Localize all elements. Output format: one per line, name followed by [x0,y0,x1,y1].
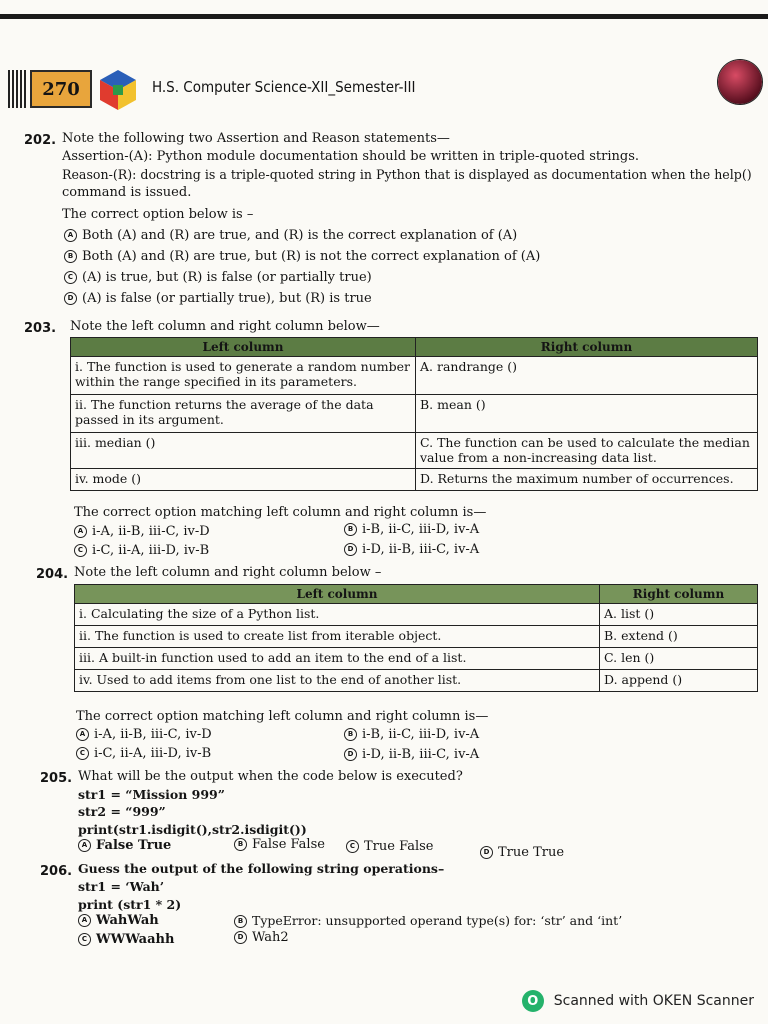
table-cell: A. list () [600,604,758,626]
option-b-icon: B [234,838,247,851]
table-cell: i. The function is used to generate a random number within the range specified in its parameters. [71,357,416,395]
option-text: (A) is false (or partially true), but (R) is true [82,291,372,306]
column-header: Left column [71,338,416,357]
option-b[interactable] [344,522,479,537]
option-text: i-B, ii-C, iii-D, iv-A [362,522,480,537]
option-b[interactable] [344,727,479,742]
decorative-stripes [8,70,28,108]
option-a[interactable] [64,228,517,243]
option-d-icon: D [480,846,493,859]
question-204-prompt: The correct option matching left column and right column is— [76,709,489,724]
option-b-icon: B [344,523,357,536]
option-text: i-D, ii-B, iii-C, iv-A [362,747,480,762]
table-cell: B. extend () [600,626,758,648]
option-c[interactable] [74,543,209,558]
question-202-prompt: The correct option below is – [62,207,254,222]
option-a[interactable] [74,524,210,539]
option-d-icon: D [344,748,357,761]
question-202-line-4: command is issued. [62,185,192,200]
question-number: 205. [40,771,73,786]
option-d[interactable] [344,747,479,762]
page-number: 270 [30,70,92,108]
table-cell: ii. The function returns the average of the data passed in its argument. [71,395,416,433]
option-a[interactable] [78,838,171,853]
globe-icon [718,60,762,104]
table-cell: ii. The function is used to create list from iterable object. [75,626,600,648]
option-text: WahWah [96,913,159,928]
option-c-icon: C [74,544,87,557]
option-text: False False [252,837,325,852]
option-text: i-D, ii-B, iii-C, iv-A [362,542,480,557]
page-header [6,60,766,122]
option-text: Both (A) and (R) are true, but (R) is not the correct explanation of (A) [82,249,541,264]
table-cell: i. Calculating the size of a Python list. [75,604,600,626]
code-line: print(str1.isdigit(),str2.isdigit()) [78,822,307,837]
code-line: print (str1 * 2) [78,897,182,912]
question-203-text: Note the left column and right column below— [70,319,380,334]
table-cell: iii. median () [71,433,416,469]
option-text: (A) is true, but (R) is false (or partially true) [82,270,372,285]
option-text: Both (A) and (R) are true, and (R) is the correct explanation of (A) [82,228,518,243]
question-205-text: What will be the output when the code below is executed? [78,769,463,784]
option-b-icon: B [64,250,77,263]
option-a[interactable] [78,913,159,928]
column-header: Right column [416,338,758,357]
scanner-watermark [522,990,754,1012]
option-c-icon: C [64,271,77,284]
table-cell: iv. Used to add items from one list to the end of another list. [75,670,600,692]
option-c[interactable] [64,270,372,285]
question-number: 202. [24,133,57,148]
code-line: str1 = “Mission 999” [78,787,225,802]
table-cell: C. len () [600,648,758,670]
option-d[interactable] [480,845,564,860]
option-text: True False [364,839,434,854]
book-title: H.S. Computer Science-XII_Semester-III [152,78,416,96]
option-text: True True [498,845,565,860]
option-c-icon: C [76,747,89,760]
option-d[interactable] [344,542,479,557]
code-line: str2 = “999” [78,804,166,819]
option-a-icon: A [78,914,91,927]
table-cell: B. mean () [416,395,758,433]
option-d[interactable] [64,291,372,306]
option-text: Wah2 [252,930,289,945]
question-202-line-1: Note the following two Assertion and Reason statements— [62,131,450,146]
option-text: WWWaahh [96,932,175,947]
option-c[interactable] [76,746,211,761]
question-202-reason: Reason-(R): docstring is a triple-quoted string in Python that is displayed as documentation when the help() [62,167,752,182]
option-text: i-C, ii-A, iii-D, iv-B [92,543,210,558]
option-text: i-A, ii-B, iii-C, iv-D [94,727,212,742]
option-b-icon: B [344,728,357,741]
column-header: Right column [600,585,758,604]
table-cell: iii. A built-in function used to add an item to the end of a list. [75,648,600,670]
question-number: 203. [24,321,57,336]
table-cell: C. The function can be used to calculate the median value from a non-increasing data list. [416,433,758,469]
option-text: False True [96,838,172,853]
option-b-icon: B [234,915,247,928]
oken-scanner-icon: O [522,990,544,1012]
option-b[interactable] [234,837,325,852]
table-cell: D. append () [600,670,758,692]
table-cell: A. randrange () [416,357,758,395]
option-a[interactable] [76,727,212,742]
match-table-203 [70,337,758,491]
question-206-text: Guess the output of the following string operations– [78,861,445,876]
table-cell: D. Returns the maximum number of occurrences. [416,469,758,491]
question-number: 206. [40,864,73,879]
option-a-icon: A [64,229,77,242]
option-c-icon: C [346,840,359,853]
option-d-icon: D [64,292,77,305]
option-d[interactable] [234,930,289,945]
scanner-text: Scanned with OKEN Scanner [553,993,754,1009]
option-a-icon: A [78,839,91,852]
option-b[interactable] [64,249,540,264]
option-a-icon: A [76,728,89,741]
question-203-prompt: The correct option matching left column and right column is— [74,505,487,520]
top-rule [0,14,768,19]
option-text: TypeError: unsupported operand type(s) for: ‘str’ and ‘int’ [252,913,623,928]
question-204-text: Note the left column and right column below – [74,565,382,580]
option-a-icon: A [74,525,87,538]
option-c-icon: C [78,933,91,946]
question-number: 204. [36,567,69,582]
match-table-204 [74,584,758,692]
option-c[interactable] [346,839,434,854]
option-d-icon: D [234,931,247,944]
option-b[interactable] [234,913,622,928]
option-c[interactable] [78,932,174,947]
option-text: i-C, ii-A, iii-D, iv-B [94,746,212,761]
option-text: i-B, ii-C, iii-D, iv-A [362,727,480,742]
code-line: str1 = ‘Wah’ [78,879,165,894]
column-header: Left column [75,585,600,604]
option-text: i-A, ii-B, iii-C, iv-D [92,524,210,539]
cube-logo-icon [96,68,140,112]
question-202-assertion: Assertion-(A): Python module documentation should be written in triple-quoted strings. [62,149,640,164]
table-cell: iv. mode () [71,469,416,491]
option-d-icon: D [344,543,357,556]
